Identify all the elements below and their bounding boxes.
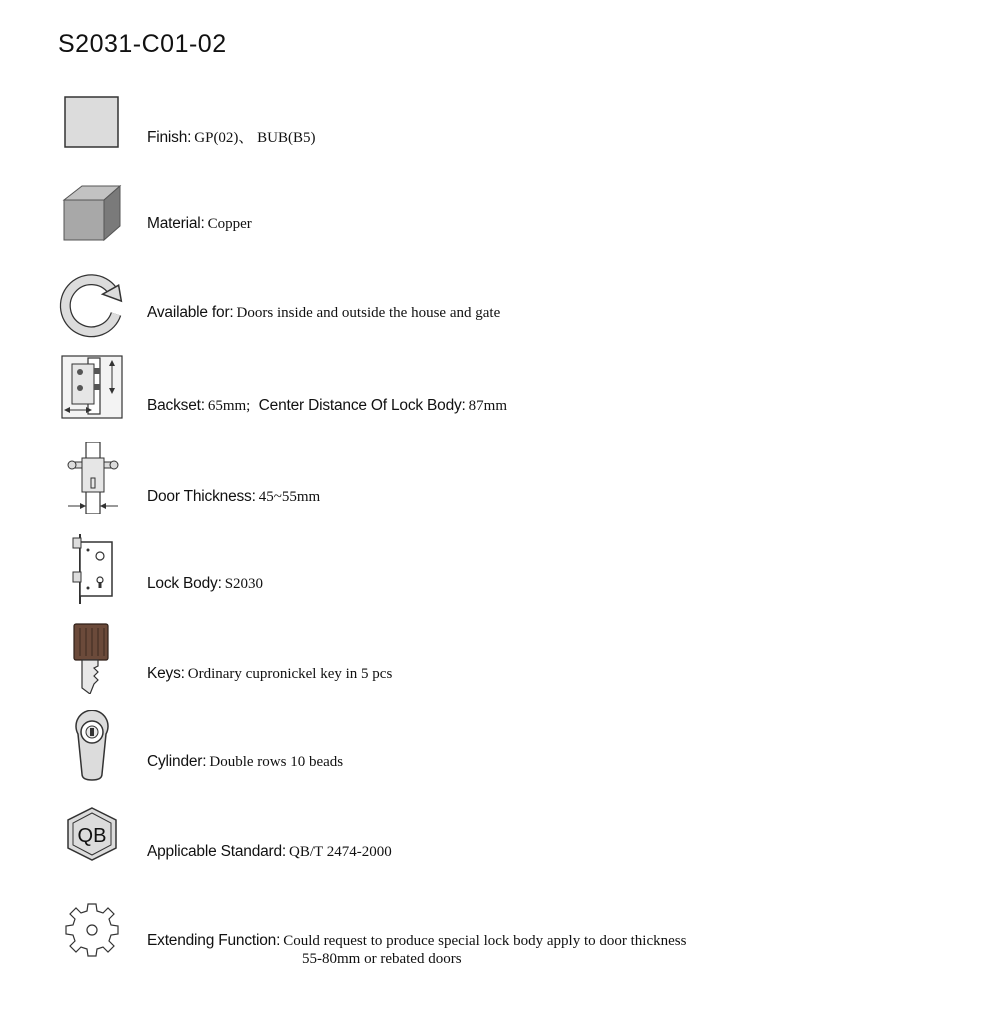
spec-lock-body [147,574,263,594]
spec-material [147,214,252,234]
spec-door-thickness [147,487,320,507]
spec-value: 45~55mm [258,489,321,505]
spec-value: Double rows 10 beads [209,754,344,770]
spec-extending-function [147,931,686,951]
finish-swatch-icon [58,94,126,166]
gear-icon [58,896,126,968]
spec-finish [147,128,316,148]
spec-label: Available for: [147,304,234,321]
spec-label: Finish: [147,129,192,146]
spec-label: Lock Body: [147,575,222,592]
spec-value: QB/T 2474-2000 [289,844,392,860]
spec-value: 87mm [468,398,508,414]
spec-extending-function-line2: 55-80mm or rebated doors [302,951,462,967]
spec-keys [147,664,392,684]
spec-value: Doors inside and outside the house and gate [236,305,501,321]
spec-value: 65mm; [207,398,251,414]
spec-value: Copper [207,216,252,232]
page-title: S2031-C01-02 [58,30,227,58]
spec-available-for [147,303,500,323]
rotation-arrow-icon [58,268,126,340]
spec-label: Extending Function: [147,932,281,949]
spec-label: Door Thickness: [147,488,256,505]
door-thickness-icon [58,442,126,514]
spec-label: Material: [147,215,205,232]
spec-label: Applicable Standard: [147,843,287,860]
material-cube-icon [58,180,126,252]
spec-backset [147,396,507,416]
key-icon [58,622,126,694]
cylinder-icon [58,710,126,782]
spec-applicable-standard [147,842,392,862]
spec-label: Backset: [147,397,205,414]
spec-label: Keys: [147,665,185,682]
spec-value: Could request to produce special lock body apply to door thickness [283,933,687,949]
spec-value: GP(02)、 BUB(B5) [194,130,316,146]
spec-label: Center Distance Of Lock Body: [258,397,466,414]
backset-diagram-icon [58,354,126,426]
qb-badge-text: QB [77,825,107,847]
lock-body-icon [58,532,126,604]
spec-label: Cylinder: [147,753,207,770]
spec-value: Ordinary cupronickel key in 5 pcs [187,666,393,682]
spec-cylinder [147,752,343,772]
spec-value: S2030 [224,576,264,592]
qb-standard-icon [58,802,126,874]
